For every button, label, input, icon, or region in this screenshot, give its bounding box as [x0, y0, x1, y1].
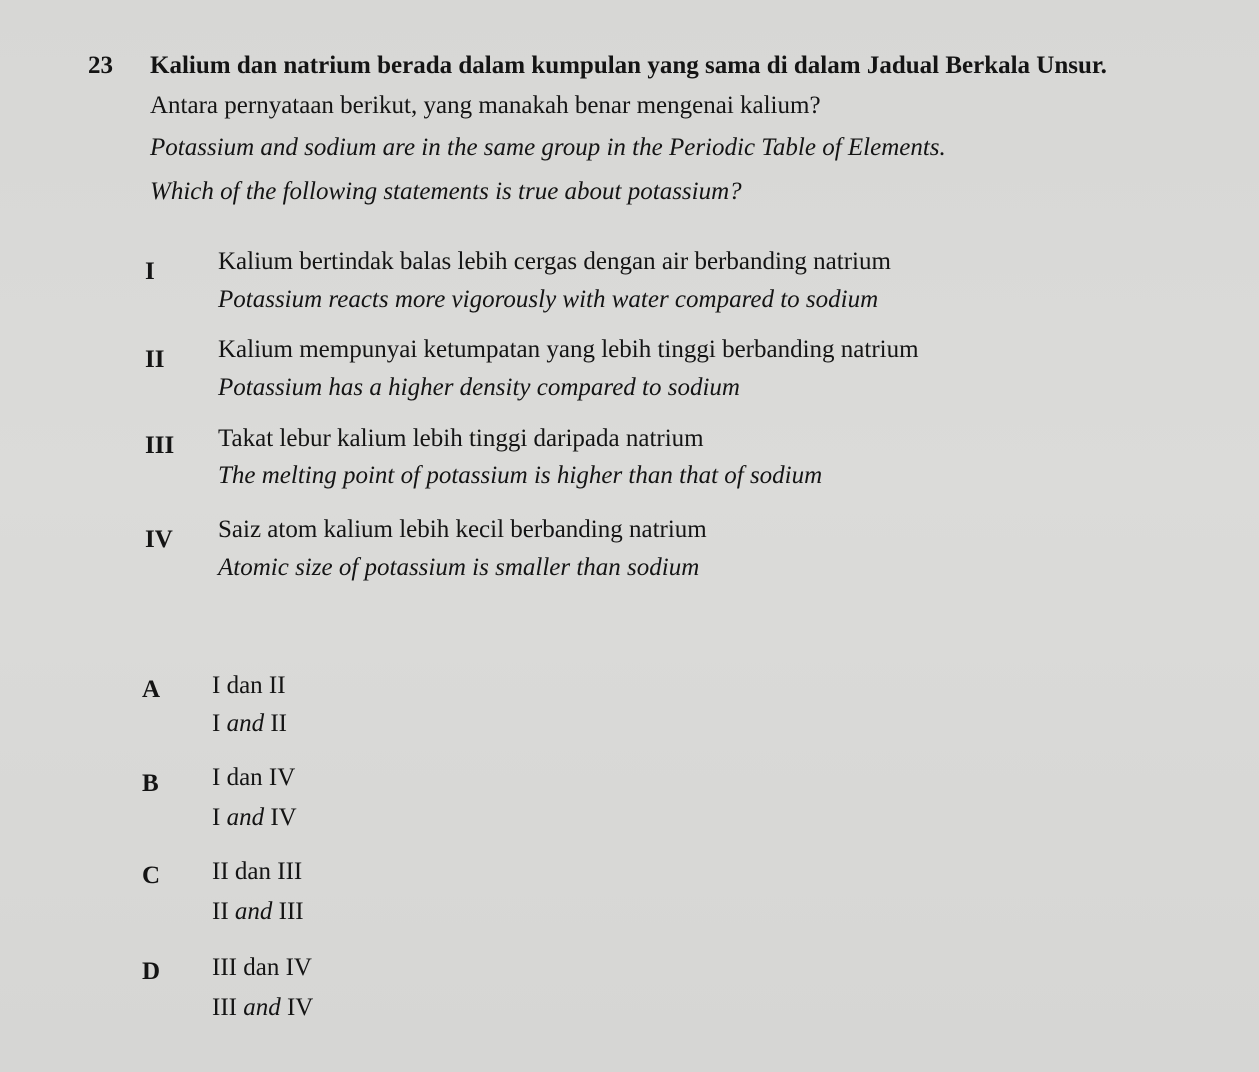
statement-ii-malay: Kalium mempunyai ketumpatan yang lebih tinggi berbanding natrium: [218, 336, 919, 363]
option-d-en-first: III: [212, 994, 237, 1021]
option-b-english[interactable]: [212, 804, 297, 832]
option-c-en-first: II: [212, 898, 229, 925]
statement-numeral-i: I: [145, 258, 155, 285]
statement-iii-malay: Takat lebur kalium lebih tinggi daripada natrium: [218, 425, 704, 452]
statement-numeral-ii: II: [145, 346, 165, 373]
statement-i-english: Potassium reacts more vigorously with water compared to sodium: [218, 286, 879, 313]
statement-iv-malay: Saiz atom kalium lebih kecil berbanding natrium: [218, 516, 707, 543]
option-a-en-and: and: [226, 710, 265, 737]
option-a-letter[interactable]: A: [142, 676, 161, 703]
option-b-en-and: and: [226, 804, 265, 831]
option-b-en-first: I: [212, 804, 221, 831]
option-b-malay[interactable]: I dan IV: [212, 764, 296, 791]
option-a-malay[interactable]: I dan II: [212, 672, 286, 699]
option-b-letter[interactable]: B: [142, 770, 159, 797]
option-d-letter[interactable]: D: [142, 958, 161, 985]
statement-ii-english: Potassium has a higher density compared to sodium: [218, 374, 740, 401]
option-c-english[interactable]: [212, 898, 304, 926]
statement-iv-english: Atomic size of potassium is smaller than sodium: [218, 554, 700, 581]
option-d-malay[interactable]: III dan IV: [212, 954, 312, 981]
stem-malay-line-2: Antara pernyataan berikut, yang manakah benar mengenai kalium?: [150, 92, 821, 119]
option-a-en-first: I: [212, 710, 221, 737]
option-a-en-second: II: [270, 710, 287, 737]
option-d-en-second: IV: [286, 994, 314, 1021]
statement-numeral-iv: IV: [145, 526, 173, 553]
option-c-en-second: III: [278, 898, 304, 925]
question-number: 23: [88, 52, 113, 79]
stem-english-line-2: Which of the following statements is true about potassium?: [150, 178, 742, 205]
stem-malay-line-1: Kalium dan natrium berada dalam kumpulan yang sama di dalam Jadual Berkala Unsur.: [150, 52, 1107, 79]
option-a-english[interactable]: [212, 710, 287, 738]
option-d-english[interactable]: [212, 994, 313, 1022]
option-c-malay[interactable]: II dan III: [212, 858, 303, 885]
statement-i-malay: Kalium bertindak balas lebih cergas dengan air berbanding natrium: [218, 248, 891, 275]
option-d-en-and: and: [243, 994, 281, 1021]
statement-numeral-iii: III: [145, 432, 175, 459]
option-b-en-second: IV: [270, 804, 297, 831]
option-c-en-and: and: [234, 898, 273, 925]
stem-english-line-1: Potassium and sodium are in the same group in the Periodic Table of Elements.: [150, 134, 946, 161]
option-c-letter[interactable]: C: [142, 862, 161, 889]
statement-iii-english: The melting point of potassium is higher than that of sodium: [218, 462, 823, 489]
